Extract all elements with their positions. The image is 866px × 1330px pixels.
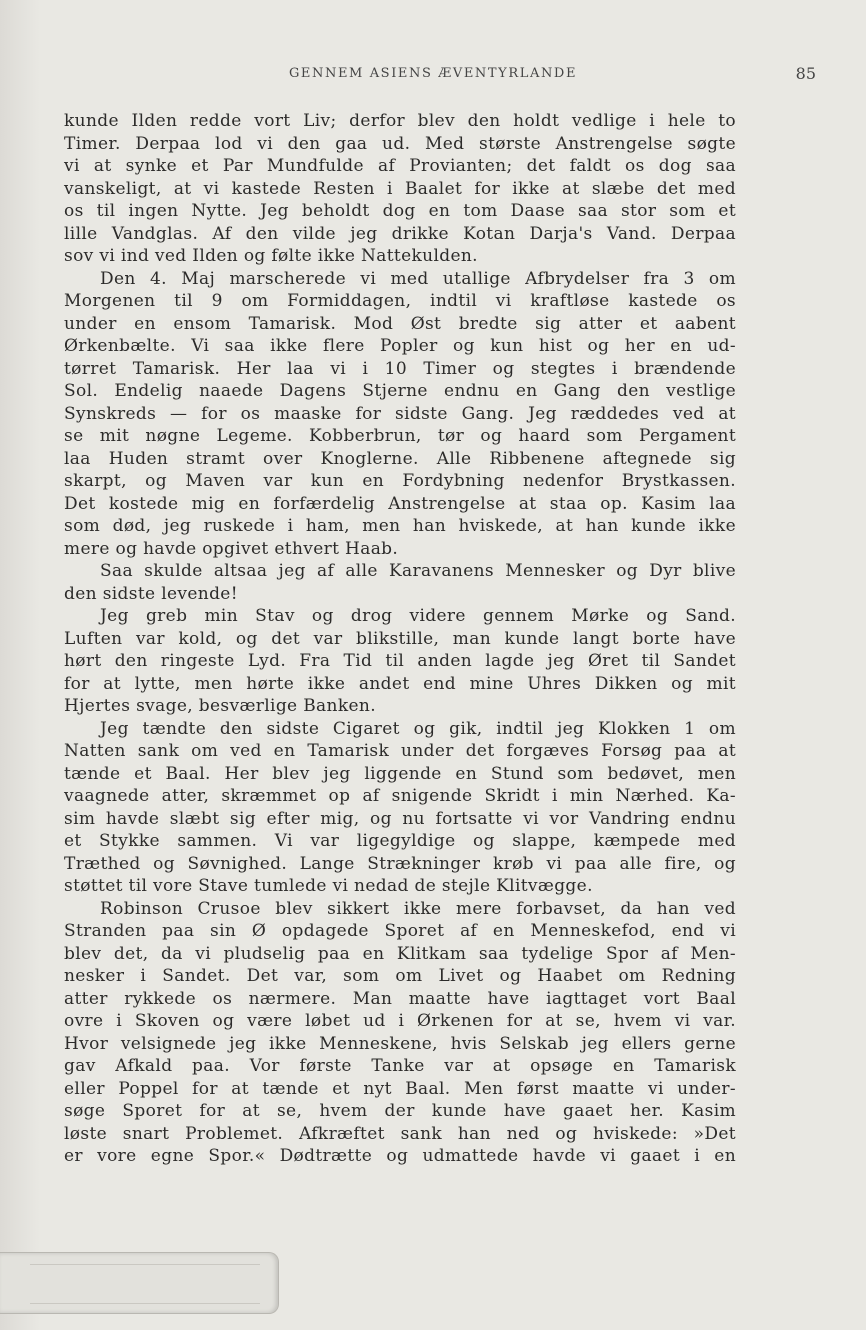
text-line: vaagnede atter, skræmmet op af snigende Skridt i min Nærhed. Ka- [64, 786, 736, 806]
text-line: Natten sank om ved en Tamarisk under det forgæves Forsøg paa at [64, 741, 736, 761]
text-line: Hvor velsignede jeg ikke Menneskene, hvis Selskab jeg ellers gerne [64, 1033, 736, 1054]
text-line: Timer. Derpaa lod vi den gaa ud. Med største Anstrengelse søgte [64, 133, 736, 154]
text-line: Jeg greb min Stav og drog videre gennem Mørke og Sand. [100, 606, 736, 626]
text-line: se mit nøgne Legeme. Kobberbrun, tør og haard som Pergament [64, 426, 736, 446]
text-line: os til ingen Nytte. Jeg beholdt dog en tom Daase saa stor som et [64, 201, 736, 221]
text-line: skarpt, og Maven var kun en Fordybning nedenfor Brystkassen. [64, 471, 736, 491]
text-line: hørt den ringeste Lyd. Fra Tid til anden lagde jeg Øret til Sandet [64, 651, 736, 671]
text-line: eller Poppel for at tænde et nyt Baal. Men først maatte vi under- [64, 1078, 736, 1099]
text-line: Hjertes svage, besværlige Banken. [64, 696, 376, 716]
text-line: et Stykke sammen. Vi var ligegyldige og slappe, kæmpede med [64, 831, 736, 851]
page-number: 85 [795, 64, 816, 83]
text-line: Sol. Endelig naaede Dagens Stjerne endnu en Gang den vestlige [64, 381, 736, 401]
text-line: nesker i Sandet. Det var, som om Livet og Haabet om Redning [64, 966, 736, 986]
text-line: vi at synke et Par Mundfulde af Provianten; det faldt os dog saa [64, 156, 736, 176]
text-line: vanskeligt, at vi kastede Resten i Baalet for ikke at slæbe det med [64, 178, 736, 199]
text-line: Saa skulde altsaa jeg af alle Karavanens Mennesker og Dyr blive [100, 561, 736, 581]
page-header [0, 66, 866, 86]
text-line: for at lytte, men hørte ikke andet end mine Uhres Dikken og mit [64, 673, 736, 694]
text-line: ovre i Skoven og være løbet ud i Ørkenen for at se, hvem vi var. [64, 1011, 736, 1031]
text-line: laa Huden stramt over Knoglerne. Alle Ribbenene aftegnede sig [64, 448, 736, 469]
text-line: Robinson Crusoe blev sikkert ikke mere forbavset, da han ved [100, 898, 736, 919]
text-line: gav Afkald paa. Vor første Tanke var at opsøge en Tamarisk [64, 1056, 736, 1076]
running-title: GENNEM ASIENS ÆVENTYRLANDE [288, 66, 578, 81]
text-line: tænde et Baal. Her blev jeg liggende en Stund som bedøvet, men [64, 763, 736, 784]
text-line: støttet til vore Stave tumlede vi nedad de stejle Klitvægge. [64, 876, 593, 896]
text-line: er vore egne Spor.« Dødtrætte og udmattede havde vi gaaet i en [64, 1146, 736, 1166]
text-line: under en ensom Tamarisk. Mod Øst bredte sig atter et aabent [64, 313, 736, 334]
text-line: lille Vandglas. Af den vilde jeg drikke Kotan Darja's Vand. Derpaa [64, 223, 736, 244]
body-text [64, 110, 736, 1168]
text-line: sov vi ind ved Ilden og følte ikke Nattekulden. [64, 246, 478, 266]
text-line: mere og havde opgivet ethvert Haab. [64, 538, 399, 559]
text-line: Synskreds — for os maaske for sidste Gang. Jeg ræddedes ved at [64, 403, 736, 424]
text-line: Ørkenbælte. Vi saa ikke flere Popler og kun hist og her en ud- [64, 336, 736, 356]
text-line: sim havde slæbt sig efter mig, og nu fortsatte vi vor Vandring endnu [64, 808, 736, 829]
text-line: den sidste levende! [64, 583, 238, 604]
text-line: Det kostede mig en forfærdelig Anstrengelse at staa op. Kasim laa [64, 493, 736, 514]
text-line: Den 4. Maj marscherede vi med utallige Afbrydelser fra 3 om [100, 268, 736, 289]
text-line: Luften var kold, og det var blikstille, man kunde langt borte have [64, 628, 736, 649]
text-line: Træthed og Søvnighed. Lange Strækninger krøb vi paa alle fire, og [64, 853, 736, 874]
text-line: atter rykkede os nærmere. Man maatte have iagttaget vort Baal [64, 988, 736, 1009]
page-gutter-shadow [0, 0, 40, 1330]
text-line: løste snart Problemet. Afkræftet sank han ned og hviskede: »Det [64, 1123, 736, 1144]
text-line: kunde Ilden redde vort Liv; derfor blev den holdt vedlige i hele to [64, 111, 736, 131]
page-tab-inner [30, 1264, 260, 1304]
text-line: som død, jeg ruskede i ham, men han hviskede, at han kunde ikke [64, 516, 736, 536]
text-line: søge Sporet for at se, hvem der kunde have gaaet her. Kasim [64, 1101, 736, 1121]
text-line: tørret Tamarisk. Her laa vi i 10 Timer og stegtes i brændende [64, 358, 736, 379]
text-line: Morgenen til 9 om Formiddagen, indtil vi kraftløse kastede os [64, 291, 736, 311]
text-line: blev det, da vi pludselig paa en Klitkam saa tydelige Spor af Men- [64, 943, 736, 964]
text-line: Stranden paa sin Ø opdagede Sporet af en Menneskefod, end vi [64, 921, 736, 941]
text-line: Jeg tændte den sidste Cigaret og gik, indtil jeg Klokken 1 om [100, 718, 736, 739]
